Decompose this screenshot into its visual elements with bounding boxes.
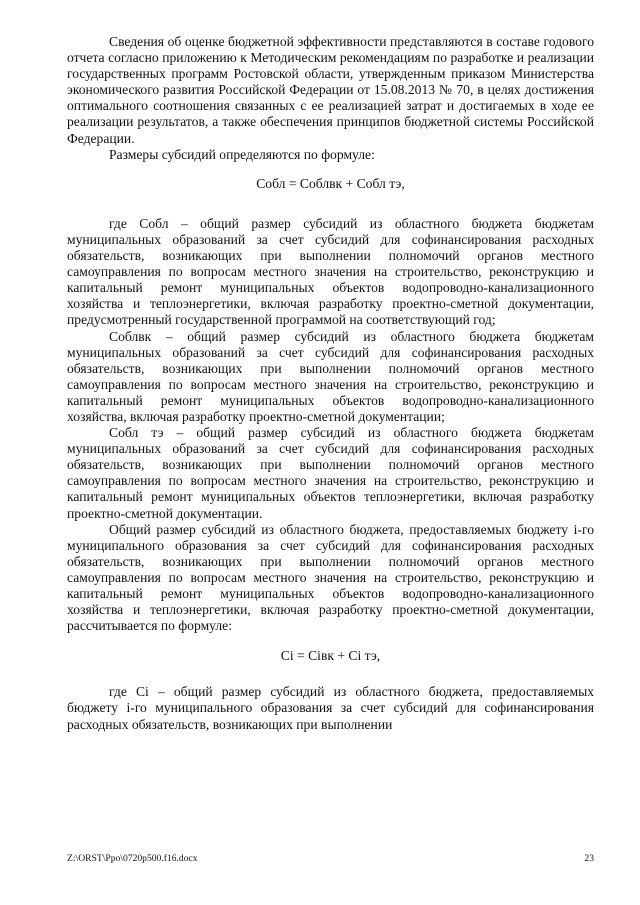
paragraph-budget-efficiency: Сведения об оценке бюджетной эффективности представляются в составе годового отчета согласно приложению к Методическим рекомендациям по разработке и реализации государственных программ Ростовской области, утвержденным приказом Министерства экономического развития Российской Федерации от 15.08.2013 № 70, в целях достижения оптимального соотношения связанных с ее реализацией затрат и достигаемых в ходе ее реализации результатов, а также обеспечения принципов бюджетной системы Российской Федерации. (67, 34, 594, 146)
formula-total-subsidy: Собл = Соблвк + Собл тэ, (256, 175, 405, 191)
paragraph-soblvk-definition: Соблвк – общий размер субсидий из областного бюджета бюджетам муниципальных образований за счет субсидий для софинансирования расходных обязательств, возникающих при выполнении полномочий органов местного самоуправления по вопросам местного значения на строительство, реконструкцию и капитальный ремонт муниципальных объектов водопроводно-канализационного хозяйства, включая разработку проектно-сметной документации; (67, 328, 594, 424)
paragraph-sobl-definition: где Собл – общий размер субсидий из областного бюджета бюджетам муниципальных образований за счет субсидий для софинансирования расходных обязательств, возникающих при выполнении полномочий органов местного самоуправления по вопросам местного значения на строительство, реконструкцию и капитальный ремонт муниципальных объектов водопроводно-канализационного хозяйства и теплоэнергетики, включая разработку проектно-сметной документации, предусмотренный государственной программой на соответствующий год; (67, 215, 594, 328)
paragraph-formula-intro: Размеры субсидий определяются по формуле: (109, 146, 375, 162)
page-number: 23 (584, 853, 594, 864)
formula-municipal-subsidy: Ci = Ciвк + Ci тэ, (280, 648, 381, 664)
paragraph-municipal-subsidy: Общий размер субсидий из областного бюджета, предоставляемых бюджету i-го муниципального образования за счет субсидий для софинансирования расходных обязательств, возникающих при выполнении полномочий органов местного самоуправления по вопросам местного значения на строительство, реконструкцию и капитальный ремонт муниципальных объектов водопроводно-канализационного хозяйства и теплоэнергетики, включая разработку проектно-сметной документации, рассчитывается по формуле: (67, 521, 594, 634)
paragraph-ci-definition: где Ci – общий размер субсидий из областного бюджета, предоставляемых бюджету i-го муниципального образования за счет субсидий для софинансирования расходных обязательств, возникающих при выполнении (67, 684, 594, 732)
footer-file-path: Z:\ORST\Ppo\0720p500.f16.docx (67, 853, 198, 864)
paragraph-sobl-te-definition: Собл тэ – общий размер субсидий из областного бюджета бюджетам муниципальных образований за счет субсидий для софинансирования расходных обязательств, возникающих при выполнении полномочий органов местного самоуправления по вопросам местного значения на строительство, реконструкцию и капитальный ремонт муниципальных объектов теплоэнергетики, включая разработку проектно-сметной документации. (67, 425, 594, 521)
document-page (67, 34, 594, 733)
